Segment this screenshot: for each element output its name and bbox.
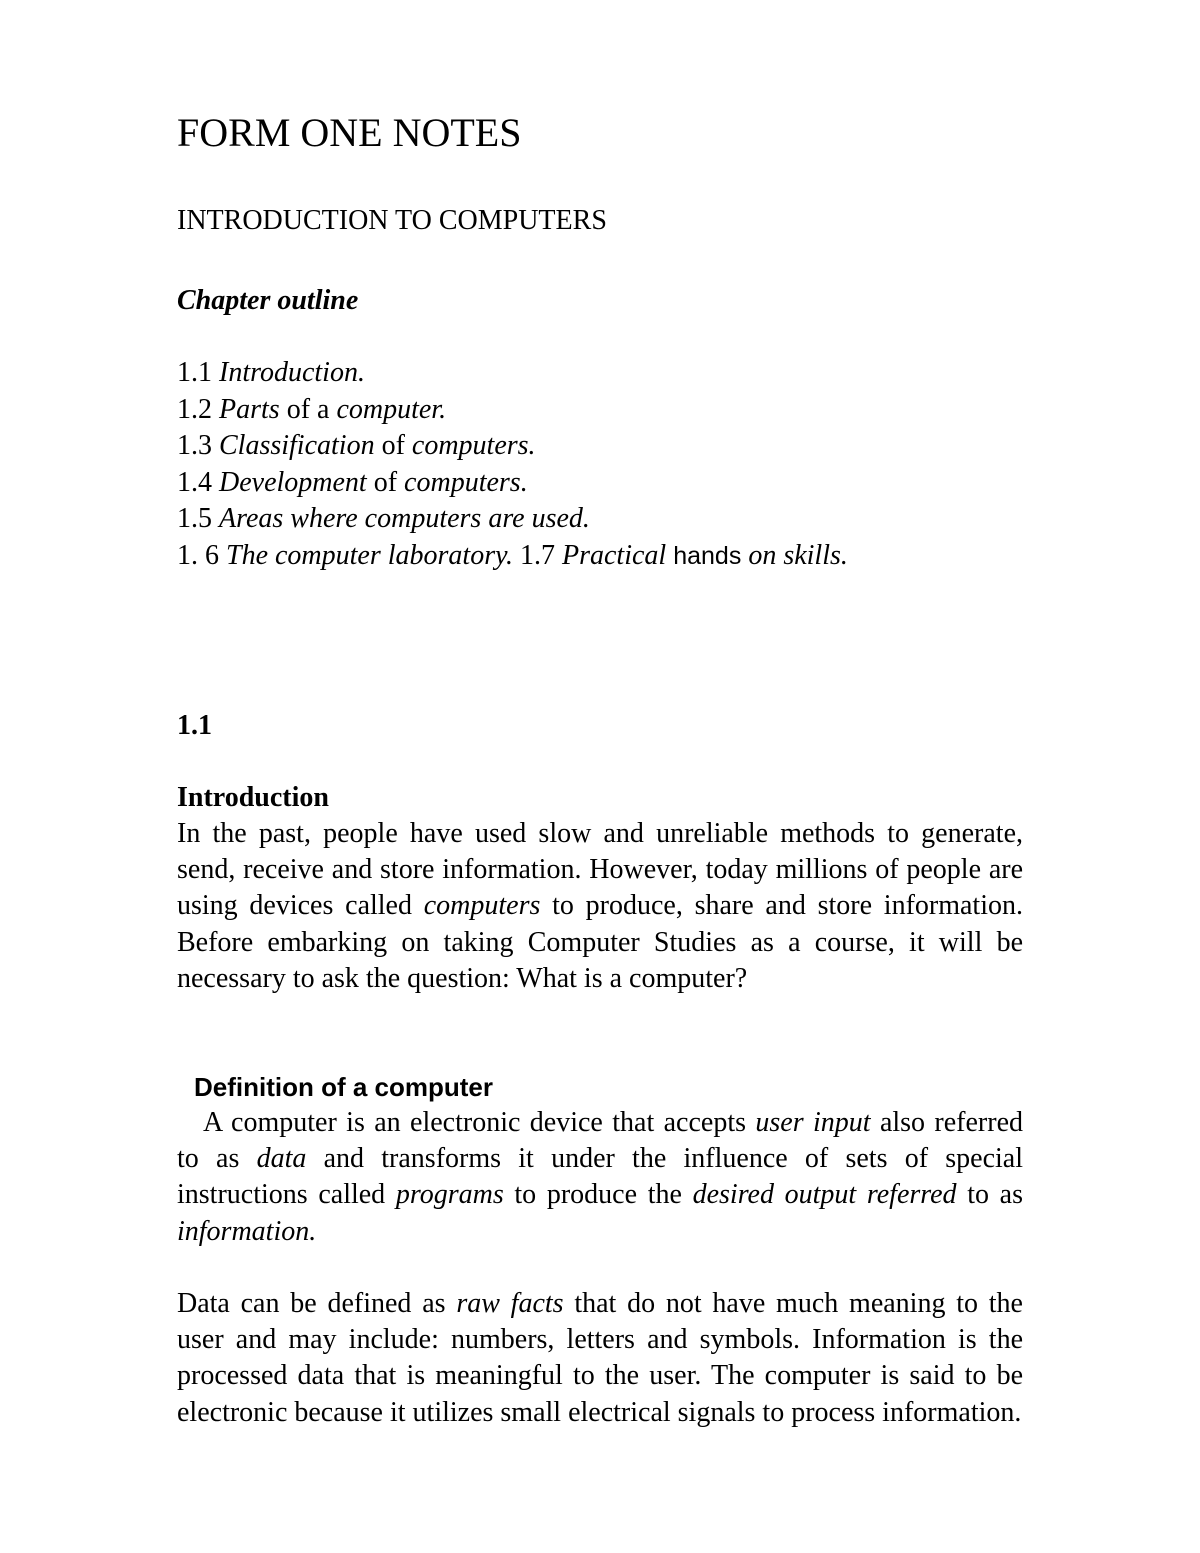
- outline-item-text: Development: [219, 466, 367, 498]
- outline-item-text: Introduction.: [219, 357, 365, 388]
- definition-paragraph: [177, 1105, 1023, 1250]
- outline-item-text: of: [374, 430, 412, 461]
- outline-item-text: Areas where computers are used.: [219, 503, 590, 534]
- outline-item-number: 1.2: [177, 393, 219, 425]
- paragraph-emphasis: programs: [395, 1179, 504, 1211]
- paragraph-emphasis: data: [256, 1143, 307, 1175]
- document-title: FORM ONE NOTES: [177, 110, 522, 155]
- section-title: Introduction: [177, 782, 329, 813]
- outline-item-number: 1.7: [513, 539, 562, 571]
- outline-item-text: computers.: [404, 466, 528, 498]
- outline-item-text: computer.: [336, 393, 447, 425]
- outline-item-text: Practical: [562, 539, 674, 571]
- paragraph-text: also referred to as: [177, 1107, 1024, 1175]
- outline-item-text: The computer laboratory.: [226, 539, 513, 571]
- data-definition-paragraph: [177, 1286, 1023, 1431]
- outline-item: [177, 428, 848, 465]
- outline-item-text: hands: [673, 541, 742, 570]
- outline-item: [177, 392, 848, 429]
- outline-item-number: 1.4: [177, 466, 219, 498]
- outline-item-text: Classification: [219, 430, 375, 461]
- document-subtitle: INTRODUCTION TO COMPUTERS: [177, 205, 607, 236]
- outline-item: [177, 538, 848, 575]
- paragraph-text: that do not have much meaning to the user and may include: numbers, letters and symbols. Information is the processed data that is meaningful to the user. The computer is said to be electronic because it utilizes small electrical signals to process information.: [177, 1288, 1023, 1428]
- paragraph-emphasis: information.: [177, 1215, 317, 1247]
- outline-item: [177, 465, 848, 502]
- outline-item-number: 1.5: [177, 503, 219, 534]
- paragraph-text: and transforms it under the influence of sets of special instructions called: [177, 1143, 1024, 1211]
- outline-item: [177, 501, 848, 538]
- paragraph-text: to produce, share and store information. Before embarking on taking Computer Studies as a course, it will be necessary to ask the question: What is a computer?: [177, 890, 1023, 994]
- outline-item-text: of a: [279, 393, 337, 425]
- definition-heading: Definition of a computer: [194, 1072, 493, 1102]
- paragraph-emphasis: computers: [423, 890, 541, 922]
- section-number: 1.1: [177, 710, 212, 741]
- paragraph-emphasis: raw facts: [456, 1288, 564, 1319]
- paragraph-emphasis: user input: [755, 1107, 871, 1138]
- chapter-outline-heading: Chapter outline: [177, 285, 359, 316]
- outline-item-text: computers.: [411, 430, 536, 461]
- paragraph-text: to produce the: [503, 1179, 693, 1211]
- paragraph-text: In the past, people have used slow and unreliable methods to generate, send, receive and store information. However, today millions of people are using devices called: [177, 818, 1023, 922]
- paragraph-text: Data can be defined as: [177, 1288, 457, 1319]
- outline-item: [177, 355, 848, 392]
- paragraph-text: to as: [956, 1179, 1024, 1211]
- outline-item-text: of: [366, 466, 405, 498]
- outline-item-text: on skills.: [741, 539, 848, 571]
- paragraph-emphasis: desired output referred: [692, 1179, 957, 1211]
- paragraph-text: A computer is an electronic device that accepts: [203, 1107, 756, 1138]
- outline-item-number: 1.3: [177, 430, 219, 461]
- outline-item-number: 1.1: [177, 357, 219, 388]
- introduction-paragraph: [177, 816, 1023, 997]
- outline-item-number: 1. 6: [177, 539, 226, 571]
- chapter-outline-list: [177, 355, 848, 574]
- outline-item-text: Parts: [219, 393, 280, 425]
